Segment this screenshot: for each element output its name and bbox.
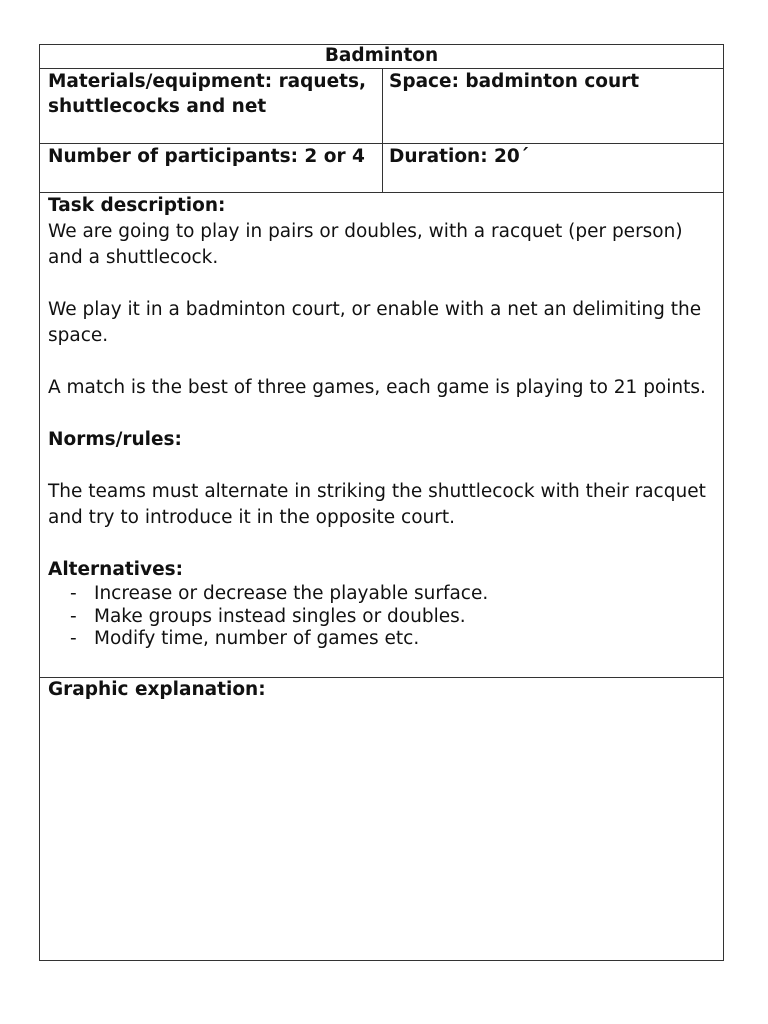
activity-card-table [39, 44, 724, 961]
task-paragraph-3: A match is the best of three games, each game is playing to 21 points. [48, 377, 706, 398]
list-item: - Increase or decrease the playable surface. [70, 583, 489, 604]
graphic-explanation-row [40, 678, 723, 960]
task-paragraph-2: We play it in a badminton court, or enable with a net an delimiting the space. [48, 299, 702, 346]
task-description-cell [40, 193, 723, 651]
participants-cell [40, 144, 383, 192]
norms-heading: Norms/rules: [48, 429, 182, 450]
duration-cell [383, 144, 723, 192]
task-description-row [40, 193, 723, 678]
alternatives-heading: Alternatives: [48, 559, 184, 580]
graphic-heading: Graphic explanation: [48, 679, 266, 700]
list-item: - Make groups instead singles or doubles. [70, 605, 466, 627]
title-row [40, 45, 723, 69]
alternative-text: Increase or decrease the playable surface. [94, 583, 489, 604]
alternatives-list [48, 583, 715, 651]
task-heading: Task description: [48, 195, 226, 216]
space-label: Space: badminton court [389, 71, 640, 92]
alternative-text: Modify time, number of games etc. [94, 628, 420, 649]
task-paragraph-1: We are going to play in pairs or doubles, with a racquet (per person) and a shuttlecock. [48, 221, 683, 268]
participants-duration-row [40, 144, 723, 193]
duration-label: Duration: 20´ [389, 146, 530, 167]
materials-space-row [40, 69, 723, 144]
participants-label: Number of participants: 2 or 4 [48, 146, 365, 167]
space-cell [383, 69, 723, 143]
page-title: Badminton [324, 45, 439, 66]
list-item: - Modify time, number of games etc. [70, 628, 420, 649]
alternative-text: Make groups instead singles or doubles. [94, 605, 466, 627]
materials-cell [40, 69, 383, 143]
materials-label: Materials/equipment: raquets, shuttlecocks and net [48, 71, 367, 117]
norms-text: The teams must alternate in striking the shuttlecock with their racquet and try to introduce it in the opposite court. [48, 481, 706, 528]
